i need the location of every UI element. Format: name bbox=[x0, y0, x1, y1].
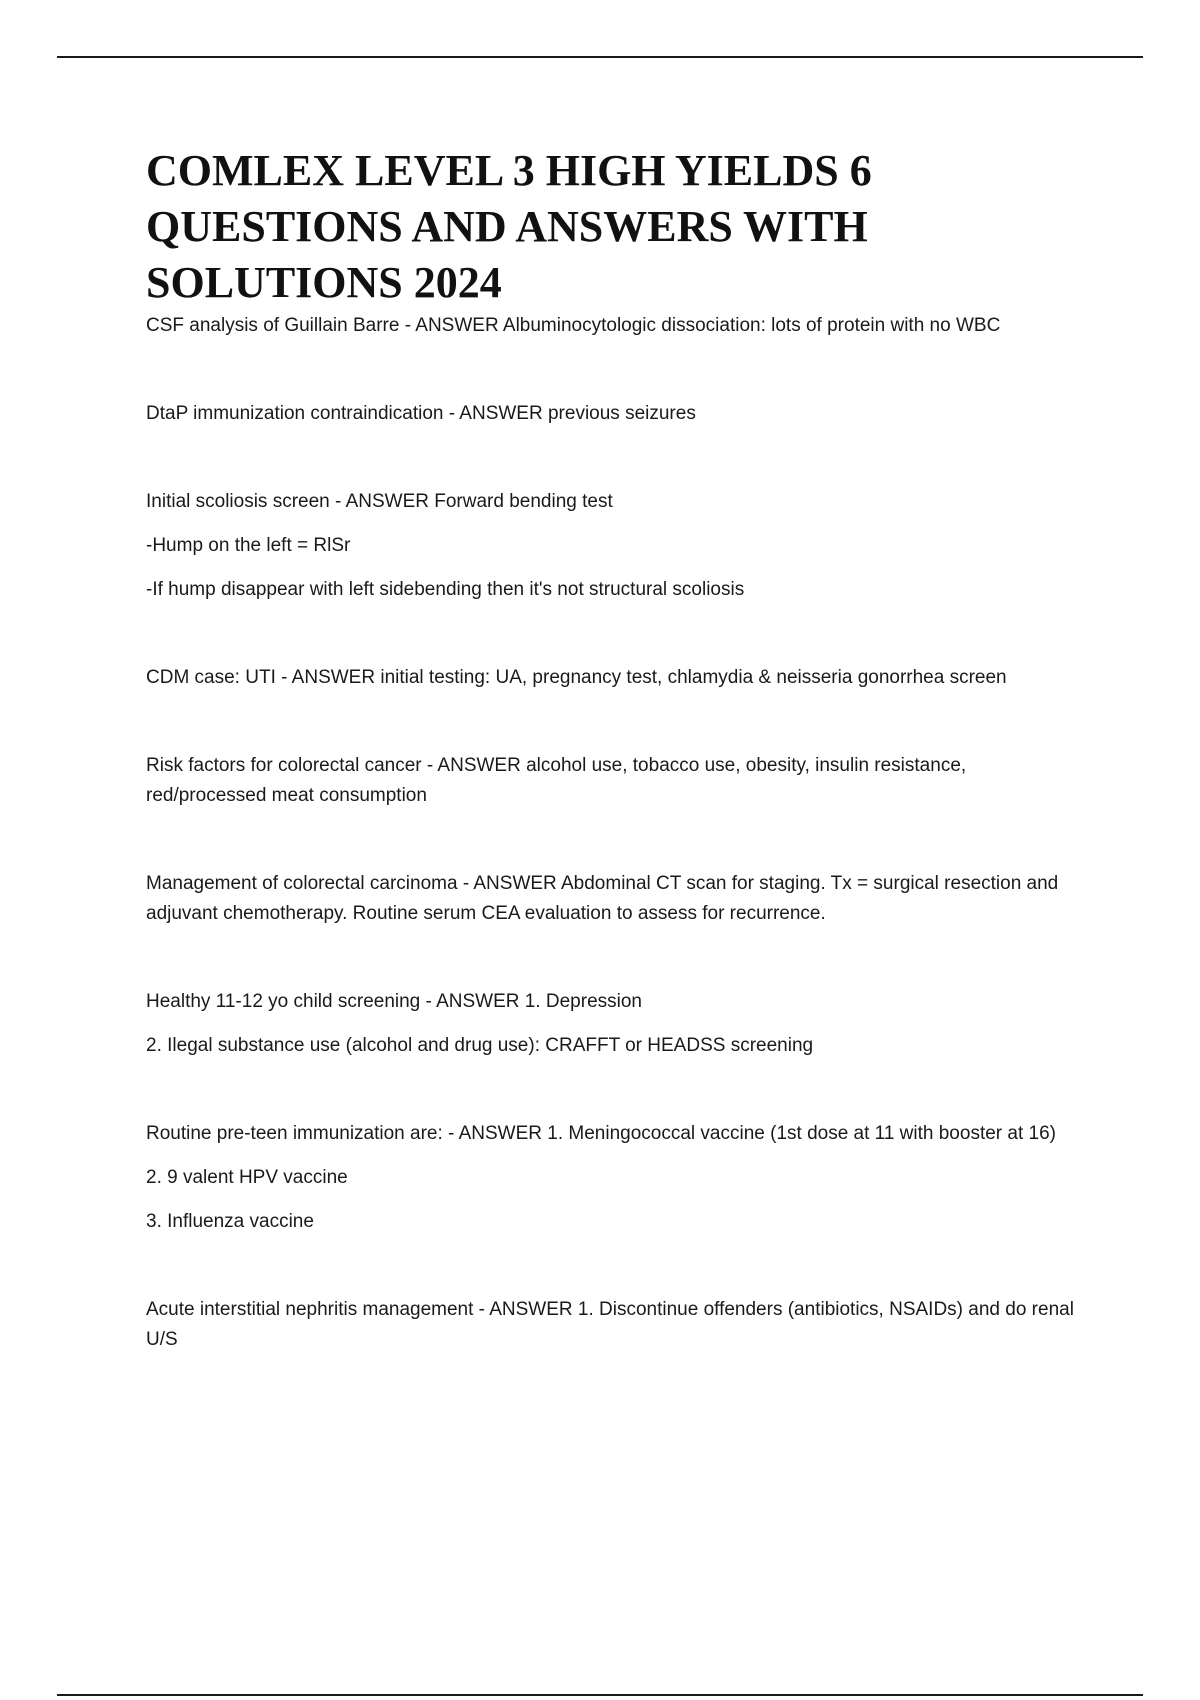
qa-line: 2. 9 valent HPV vaccine bbox=[146, 1167, 348, 1188]
qa-list bbox=[146, 311, 1091, 1355]
qa-line: Initial scoliosis screen - ANSWER Forward bending test bbox=[146, 491, 613, 512]
qa-item bbox=[146, 987, 1091, 1061]
qa-item bbox=[146, 311, 1091, 341]
qa-line: 3. Influenza vaccine bbox=[146, 1211, 314, 1232]
qa-line: -Hump on the left = RlSr bbox=[146, 535, 351, 556]
document-body bbox=[146, 143, 1091, 1413]
qa-item bbox=[146, 399, 1091, 429]
qa-item bbox=[146, 1119, 1091, 1237]
qa-line: -If hump disappear with left sidebending then it's not structural scoliosis bbox=[146, 579, 745, 600]
qa-line: 2. Ilegal substance use (alcohol and drug use): CRAFFT or HEADSS screening bbox=[146, 1035, 814, 1056]
qa-line: Healthy 11-12 yo child screening - ANSWER 1. Depression bbox=[146, 991, 642, 1012]
qa-item bbox=[146, 1295, 1091, 1355]
qa-line: CSF analysis of Guillain Barre - ANSWER Albuminocytologic dissociation: lots of protein with no WBC bbox=[146, 315, 1001, 336]
qa-item bbox=[146, 487, 1091, 605]
qa-line: DtaP immunization contraindication - ANSWER previous seizures bbox=[146, 403, 696, 424]
qa-line: Risk factors for colorectal cancer - ANSWER alcohol use, tobacco use, obesity, insulin resistance, red/processed meat consumption bbox=[146, 755, 967, 806]
footer-rule bbox=[57, 1694, 1143, 1696]
document-title: COMLEX LEVEL 3 HIGH YIELDS 6 QUESTIONS AND ANSWERS WITH SOLUTIONS 2024 bbox=[146, 146, 872, 307]
qa-line: Management of colorectal carcinoma - ANSWER Abdominal CT scan for staging. Tx = surgical resection and adjuvant chemotherapy. Routine serum CEA evaluation to assess for recurrence. bbox=[146, 873, 1059, 924]
qa-line: CDM case: UTI - ANSWER initial testing: UA, pregnancy test, chlamydia & neisseria gonorrhea screen bbox=[146, 667, 1007, 688]
qa-item bbox=[146, 869, 1091, 929]
qa-line: Routine pre-teen immunization are: - ANSWER 1. Meningococcal vaccine (1st dose at 11 with booster at 16) bbox=[146, 1123, 1056, 1144]
qa-line: Acute interstitial nephritis management - ANSWER 1. Discontinue offenders (antibiotics, NSAIDs) and do renal U/S bbox=[146, 1299, 1074, 1350]
qa-item bbox=[146, 751, 1091, 811]
qa-item bbox=[146, 663, 1091, 693]
header-rule bbox=[57, 56, 1143, 58]
